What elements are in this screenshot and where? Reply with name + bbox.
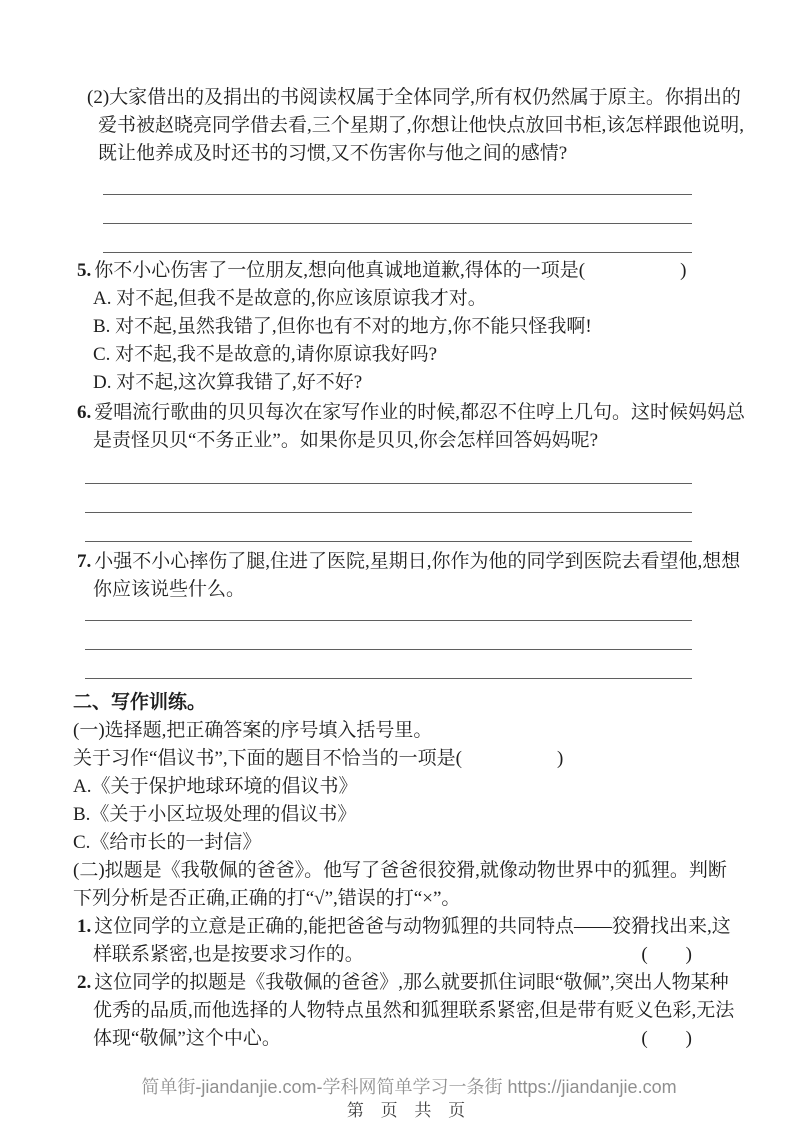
question-6-text: 爱唱流行歌曲的贝贝每次在家写作业的时候,都忍不住哼上几句。这时候妈妈总是责怪贝贝“不务正业”。如果你是贝贝,你会怎样回答妈妈呢? bbox=[93, 402, 746, 451]
part2-sub1-option-b: B.《关于小区垃圾处理的倡议书》 bbox=[73, 804, 357, 825]
part2-sub2 bbox=[73, 857, 745, 913]
answer-line bbox=[103, 168, 692, 195]
question-5-option-a: A. 对不起,但我不是故意的,你应该原谅我才对。 bbox=[93, 288, 487, 309]
answer-line bbox=[85, 484, 692, 513]
question-2-label: (2) bbox=[87, 87, 110, 108]
judge-item-1-bracket: ( ) bbox=[641, 944, 692, 965]
part2-title: 二、写作训练。 bbox=[73, 692, 207, 713]
part2-sub1-option-a: A.《关于保护地球环境的倡议书》 bbox=[73, 776, 358, 797]
part2-sub1 bbox=[73, 717, 745, 745]
judge-item-1-text: 这位同学的立意是正确的,能把爸爸与动物狐狸的共同特点——狡猾找出来,这样联系紧密,也是按要求习作的。 bbox=[93, 916, 731, 965]
part2-sub1-label: (一) bbox=[73, 720, 105, 741]
question-5-option-c: C. 对不起,我不是故意的,请你原谅我好吗? bbox=[93, 344, 438, 365]
footer-page-label: 第 页 共 页 bbox=[346, 1101, 472, 1120]
question-5-option-b: B. 对不起,虽然我错了,但你也有不对的地方,你不能只怪我啊! bbox=[93, 316, 592, 337]
answer-line bbox=[85, 604, 692, 621]
judge-item-2-number: 2. bbox=[77, 972, 92, 993]
footer-site-text: 简单街-jiandanjie.com-学科网简单学习一条街 https://jiandanjie.com bbox=[141, 1077, 677, 1097]
answer-lines-q7 bbox=[85, 604, 692, 679]
page-footer bbox=[73, 1075, 745, 1123]
question-7-text: 小强不小心摔伤了腿,住进了医院,星期日,你作为他的同学到医院去看望他,想想你应该说些什么。 bbox=[93, 551, 741, 600]
answer-lines-q6 bbox=[85, 455, 692, 542]
answer-line bbox=[85, 513, 692, 542]
question-7-number: 7. bbox=[77, 551, 92, 572]
question-5-number: 5. bbox=[77, 260, 92, 281]
judge-item-2-text: 这位同学的拟题是《我敬佩的爸爸》,那么就要抓住词眼“敬佩”,突出人物某种优秀的品质,而他选择的人物特点虽然和狐狸联系紧密,但是带有贬义色彩,无法体现“敬佩”这个中心。 bbox=[93, 972, 735, 1049]
judge-item-1 bbox=[73, 913, 745, 969]
part2-sub1-option-c: C.《给市长的一封信》 bbox=[73, 832, 262, 853]
question-2 bbox=[87, 84, 745, 168]
question-2-text: 大家借出的及捐出的书阅读权属于全体同学,所有权仍然属于原主。你捐出的爱书被赵晓亮同学借去看,三个星期了,你想让他快点放回书柜,该怎样跟他说明,既让他养成及时还书的习惯,又不伤害你与他之间的感情? bbox=[98, 87, 745, 164]
question-7 bbox=[73, 548, 745, 604]
answer-line bbox=[85, 455, 692, 484]
judge-item-1-number: 1. bbox=[77, 916, 92, 937]
judge-item-2 bbox=[73, 969, 745, 1053]
answer-line bbox=[103, 224, 692, 253]
question-6 bbox=[73, 399, 745, 455]
part2-sub2-text: 拟题是《我敬佩的爸爸》。他写了爸爸很狡猾,就像动物世界中的狐狸。判断下列分析是否正确,正确的打“√”,错误的打“×”。 bbox=[73, 860, 727, 909]
answer-line bbox=[85, 621, 692, 650]
answer-line bbox=[103, 195, 692, 224]
part2-sub2-label: (二) bbox=[73, 860, 105, 881]
judge-item-2-bracket: ( ) bbox=[641, 1028, 692, 1049]
answer-lines-q2 bbox=[103, 168, 692, 253]
question-5-option-d: D. 对不起,这次算我错了,好不好? bbox=[93, 372, 363, 393]
question-5 bbox=[73, 257, 745, 285]
part2-sub1-question: 关于习作“倡议书”,下面的题目不恰当的一项是( ) bbox=[73, 748, 564, 769]
question-5-text: 你不小心伤害了一位朋友,想向他真诚地道歉,得体的一项是( ) bbox=[94, 260, 687, 281]
question-6-number: 6. bbox=[77, 402, 92, 423]
part2-sub1-text: 选择题,把正确答案的序号填入括号里。 bbox=[104, 720, 433, 741]
answer-line bbox=[85, 650, 692, 679]
